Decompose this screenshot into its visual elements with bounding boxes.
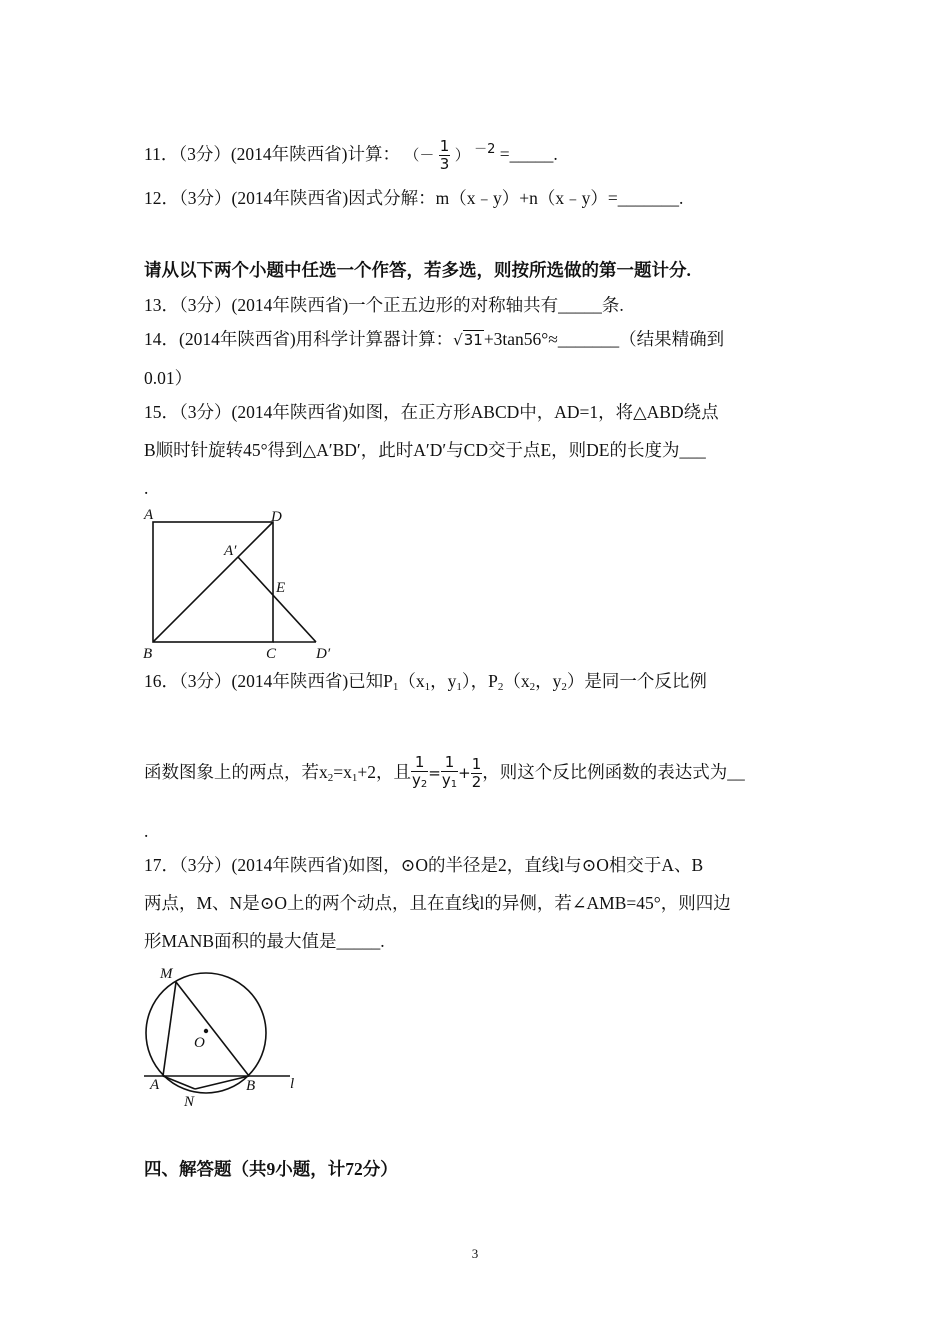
segment-A-prime-D-prime (238, 557, 316, 642)
q16-plus: + (458, 764, 471, 782)
q16-f3-den: 2 (471, 773, 482, 792)
q14-sqrt (453, 328, 484, 352)
question-14 (144, 327, 724, 352)
question-15-line3: . (144, 478, 149, 498)
q11-prefix: 11．（3分）(2014年陕西省)计算： (144, 143, 401, 164)
question-11 (144, 138, 558, 173)
question-15-line1: 15．（3分）(2014年陕西省)如图，在正方形ABCD中，AD=1，将△ABD绕点 (144, 402, 719, 422)
label-M: M (160, 966, 173, 982)
q11-exponent: －2 (474, 142, 496, 157)
q16-sub-p2: 2 (497, 681, 504, 693)
segment-MA (163, 982, 176, 1076)
q16-sub-y2: 2 (561, 681, 567, 693)
q16-f2-den-sub: 1 (450, 779, 458, 791)
circle-quadrilateral-figure (138, 962, 308, 1112)
page-number: 3 (471, 1246, 479, 1261)
q11-frac-num: 1 (439, 137, 450, 156)
q16-f1-den-y: y (412, 771, 421, 790)
label-O: O (194, 1035, 205, 1051)
q16-f2-den (441, 772, 458, 793)
label-E: E (276, 580, 286, 596)
q16-fraction-1-over-2 (471, 756, 483, 791)
q16-text-b: （x (398, 671, 425, 691)
question-17-line1: 17．（3分）(2014年陕西省)如图，⊙O的半径是2，直线l与⊙O相交于A、B (144, 855, 704, 875)
q16-l2-c: +2，且 (357, 762, 411, 782)
label-l: l (290, 1076, 295, 1092)
section-4-heading: 四、解答题（共9小题，计72分） (144, 1159, 398, 1179)
center-dot (204, 1029, 208, 1033)
q16-l2-sub-x2: 2 (327, 772, 334, 784)
q16-fraction-1-over-y1 (441, 754, 458, 793)
label-B: B (143, 646, 153, 662)
q16-f2-num: 1 (441, 754, 458, 772)
q16-l2-b: =x (333, 762, 352, 782)
label-C: C (266, 646, 277, 662)
sqrt-symbol: √ (453, 331, 463, 349)
q16-text-c: ，y (430, 671, 457, 691)
q16-l2-d: ，则这个反比例函数的表达式为__ (482, 762, 745, 782)
q16-f1-den-sub: 2 (420, 779, 428, 791)
question-17-line2: 两点，M、N是⊙O上的两个动点，且在直线l的异侧，若∠AMB=45°，则四边 (144, 893, 731, 913)
question-16-line3: . (144, 821, 149, 841)
q16-f3-num: 1 (471, 755, 482, 774)
label-D: D (271, 509, 282, 525)
square-rotation-figure (138, 500, 348, 662)
q16-f1-num: 1 (411, 754, 428, 772)
q11-suffix: =_____. (499, 143, 558, 164)
q16-sub-p1: 1 (392, 681, 399, 693)
label-A: A (144, 507, 154, 523)
label-B: B (246, 1078, 256, 1094)
q16-f2-den-y: y (441, 771, 451, 790)
q16-equals: = (428, 764, 441, 782)
question-16-line1 (144, 669, 707, 699)
label-A-prime: A′ (224, 543, 237, 559)
q16-text-f: ，y (535, 671, 562, 691)
q11-fraction (439, 138, 451, 173)
q16-text-e: （x (503, 671, 530, 691)
diagonal-BD (153, 522, 273, 642)
q14-prefix: 14．(2014年陕西省)用科学计算器计算： (144, 329, 454, 349)
question-12: 12．（3分）(2014年陕西省)因式分解：m（x﹣y）+n（x﹣y）=_______. (144, 188, 684, 208)
q16-f1-den (411, 772, 428, 793)
q16-sub-y1: 1 (456, 681, 462, 693)
selection-instruction: 请从以下两个小题中任选一个作答，若多选，则按所选做的第一题计分. (144, 260, 691, 280)
q16-l2-a: 函数图象上的两点，若x (144, 762, 328, 782)
q14-suffix: +3tan56°≈_______（结果精确到 (483, 329, 725, 349)
q16-text-g: ）是同一个反比例 (566, 671, 707, 691)
q16-fraction-1-over-y2 (411, 754, 428, 793)
question-16-line2 (144, 752, 745, 798)
label-D-prime: D′ (316, 646, 331, 662)
q11-paren-close: ） (454, 145, 470, 164)
q11-paren-open: （－ (404, 145, 435, 164)
question-17-line3: 形MANB面积的最大值是_____. (144, 931, 385, 951)
label-N: N (184, 1094, 195, 1110)
question-14-line2: 0.01） (144, 368, 193, 388)
q16-text-d: ），P (461, 671, 498, 691)
q14-radicand: 31 (463, 331, 483, 349)
q16-text-a: 16．（3分）(2014年陕西省)已知P (144, 671, 393, 691)
question-15-line2: B顺时针旋转45°得到△A′BD′，此时A′D′与CD交于点E，则DE的长度为___ (144, 440, 706, 460)
label-A: A (150, 1077, 160, 1093)
q11-frac-den: 3 (439, 155, 450, 174)
question-13: 13．（3分）(2014年陕西省)一个正五边形的对称轴共有_____条. (144, 295, 624, 315)
q16-sub-x1: 1 (424, 681, 431, 693)
q16-l2-sub-x1: 1 (351, 772, 358, 784)
q16-sub-x2: 2 (529, 681, 536, 693)
segment-MB (176, 982, 249, 1076)
